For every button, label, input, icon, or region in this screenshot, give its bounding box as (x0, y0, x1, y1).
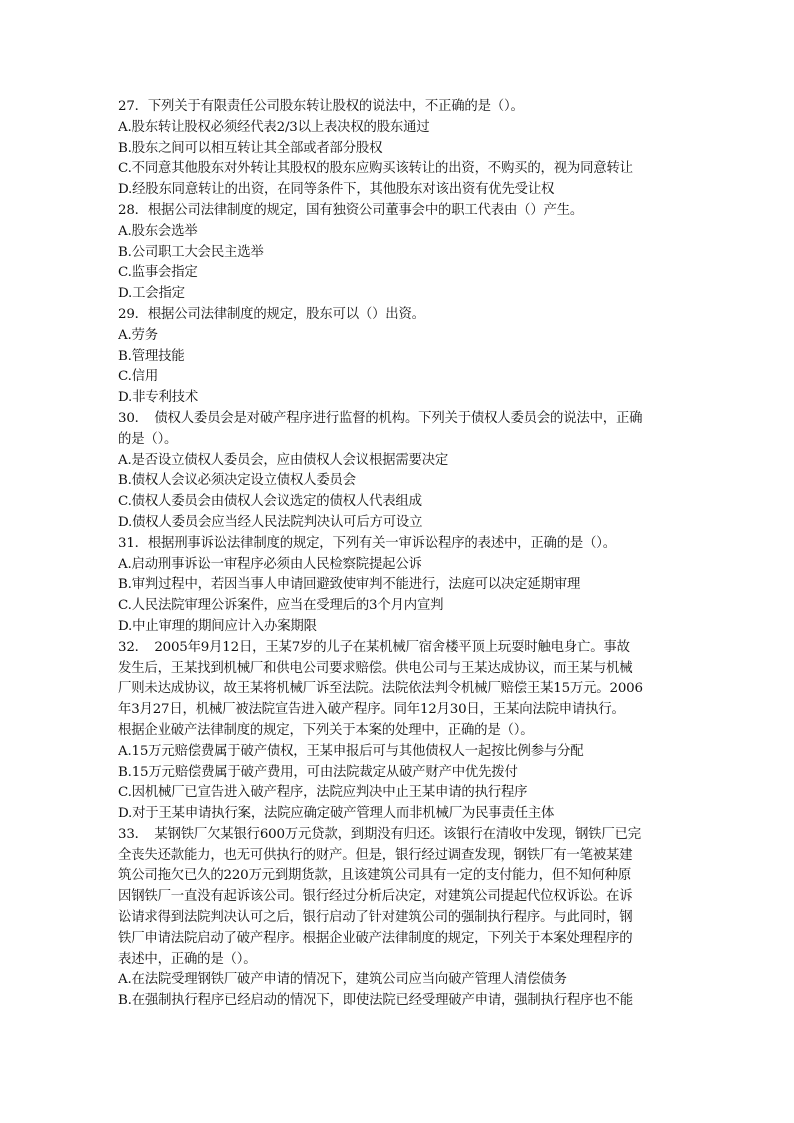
question-27-option-d: D.经股东同意转让的出资，在同等条件下，其他股东对该出资有优先受让权 (118, 182, 555, 198)
question-32-option-c: C.因机械厂已宣告进入破产程序，法院应判决中止王某申请的执行程序 (118, 785, 528, 801)
question-32-option-a: A.15万元赔偿费属于破产债权，王某申报后可与其他债权人一起按比例参与分配 (118, 743, 584, 759)
question-32-stem-line: 根据企业破产法律制度的规定，下列关于本案的处理中，正确的是（）。 (118, 722, 534, 738)
question-27-stem: 27．下列关于有限责任公司股东转让股权的说法中，不正确的是（）。 (118, 99, 524, 114)
question-27-option-b: B.股东之间可以相互转让其全部或者部分股权 (118, 140, 383, 156)
question-33-option-a: A.在法院受理钢铁厂破产申请的情况下，建筑公司应当向破产管理人清偿债务 (118, 972, 567, 988)
question-33-stem (118, 825, 678, 971)
question-33-stem-line: 33． 某钢铁厂欠某银行600万元贷款，到期没有归还。该银行在清收中发现，钢铁厂已完 (118, 826, 641, 842)
question-30-stem (118, 409, 678, 451)
question-30-option-a: A.是否设立债权人委员会，应由债权人会议根据需要决定 (118, 452, 449, 468)
question-33-stem-line: 讼请求得到法院判决认可之后，银行启动了针对建筑公司的强制执行程序。与此同时，钢 (118, 910, 633, 926)
question-31-option-a: A.启动刑事诉讼一审程序必须由人民检察院提起公诉 (118, 556, 422, 572)
question-28-stem: 28．根据公司法律制度的规定，国有独资公司董事会中的职工代表由（）产生。 (118, 202, 584, 218)
question-30-stem-line: 30． 债权人委员会是对破产程序进行监督的机构。下列关于债权人委员会的说法中，正确 (118, 410, 643, 426)
question-33-stem-line: 铁厂申请法院启动了破产程序。根据企业破产法律制度的规定，下列关于本案处理程序的 (118, 930, 633, 946)
question-31-option-c: C.人民法院审理公诉案件，应当在受理后的3个月内宣判 (118, 598, 444, 614)
question-33-stem-line: 筑公司拖欠已久的220万元到期货款，且该建筑公司具有一定的支付能力，但不知何种原 (118, 868, 632, 884)
question-29-stem: 29．根据公司法律制度的规定，股东可以（）出资。 (118, 306, 425, 322)
question-28-option-d: D.工会指定 (118, 286, 185, 302)
question-29-option-c: C.信用 (118, 369, 159, 385)
question-27-option-c: C.不同意其他股东对外转让其股权的股东应购买该转让的出资，不购买的，视为同意转让 (118, 161, 633, 177)
question-30-option-d: D.债权人委员会应当经人民法院判决认可后方可设立 (118, 514, 423, 530)
question-28-option-b: B.公司职工大会民主选举 (118, 244, 264, 260)
question-32-stem-line: 32． 2005年9月12日，王某7岁的儿子在某机械厂宿舍楼平顶上玩耍时触电身亡。事故 (118, 639, 630, 655)
question-30-option-b: B.债权人会议必须决定设立债权人委员会 (118, 473, 356, 489)
question-28-option-a: A.股东会选举 (118, 223, 198, 239)
question-33-stem-line: 全丧失还款能力，也无可供执行的财产。但是，银行经过调查发现，钢铁厂有一笔被某建 (118, 847, 633, 863)
question-32-option-d: D.对于王某申请执行案，法院应确定破产管理人而非机械厂为民事责任主体 (118, 806, 555, 822)
document-body (118, 97, 678, 1012)
question-32-stem-line: 厂则未达成协议，故王某将机械厂诉至法院。法院依法判令机械厂赔偿王某15万元。2006 (118, 681, 643, 697)
question-31-option-b: B.审判过程中，若因当事人申请回避致使审判不能进行，法庭可以决定延期审理 (118, 577, 581, 593)
question-28-option-c: C.监事会指定 (118, 265, 198, 281)
question-31-option-d: D.中止审理的期间应计入办案期限 (118, 618, 317, 634)
question-32-stem-line: 发生后，王某找到机械厂和供电公司要求赔偿。供电公司与王某达成协议，而王某与机械 (118, 660, 633, 676)
question-29-option-d: D.非专利技术 (118, 390, 199, 406)
question-32-option-b: B.15万元赔偿费属于破产费用，可由法院裁定从破产财产中优先拨付 (118, 764, 518, 780)
question-33-option-b: B.在强制执行程序已经启动的情况下，即使法院已经受理破产申请，强制执行程序也不能 (118, 993, 633, 1009)
question-32-stem (118, 638, 678, 742)
question-27-option-a: A.股东转让股权必须经代表2/3以上表决权的股东通过 (118, 119, 430, 135)
question-33-stem-line: 因钢铁厂一直没有起诉该公司。银行经过分析后决定，对建筑公司提起代位权诉讼。在诉 (118, 889, 633, 905)
question-30-option-c: C.债权人委员会由债权人会议选定的债权人代表组成 (118, 494, 422, 510)
question-29-option-b: B.管理技能 (118, 348, 185, 364)
question-33-stem-line: 表述中，正确的是（）。 (118, 951, 257, 967)
question-30-stem-line: 的是（）。 (118, 431, 178, 447)
question-29-option-a: A.劳务 (118, 327, 158, 343)
question-31-stem: 31．根据刑事诉讼法律制度的规定，下列有关一审诉讼程序的表述中，正确的是（）。 (118, 535, 616, 551)
question-32-stem-line: 年3月27日，机械厂被法院宣告进入破产程序。同年12月30日，王某向法院申请执行。 (118, 702, 625, 718)
